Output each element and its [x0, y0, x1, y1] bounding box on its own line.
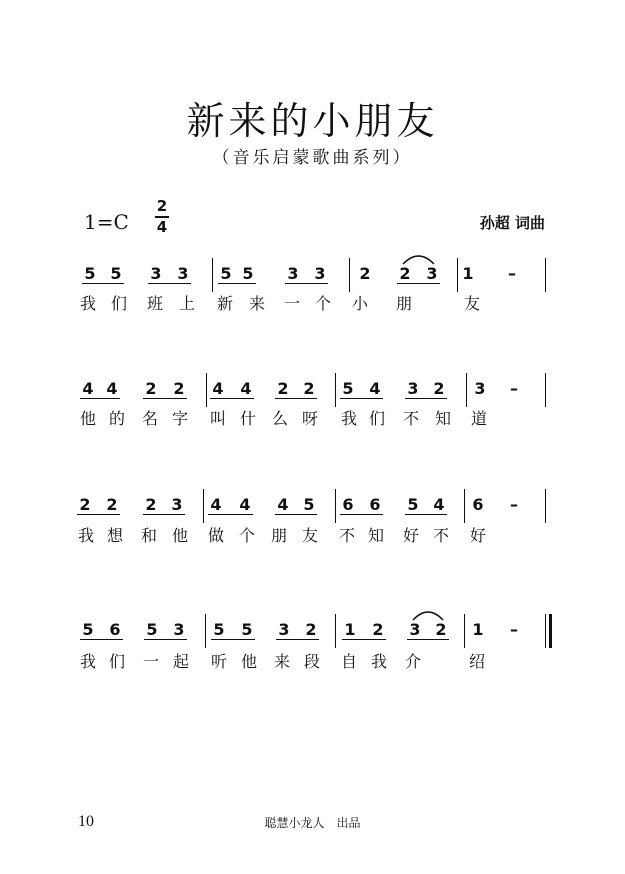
jianpu-note: 1: [462, 264, 474, 283]
eighth-note-underline: [208, 514, 253, 515]
publisher-credit: 聪慧小龙人 出品: [264, 816, 361, 830]
jianpu-note: 2: [305, 620, 317, 639]
jianpu-note: 4: [212, 379, 224, 398]
lyric-char: 班: [146, 294, 163, 313]
jianpu-note: 2: [435, 620, 447, 639]
lyric-char: 好: [469, 526, 486, 545]
eighth-note-underline: [143, 398, 187, 399]
jianpu-note: 4: [82, 379, 94, 398]
jianpu-note: 5: [242, 264, 254, 283]
jianpu-note: 5: [241, 620, 253, 639]
lyric-char: 友: [301, 526, 318, 545]
jianpu-note: –: [508, 264, 516, 283]
time-signature-bottom: 4: [156, 218, 168, 236]
jianpu-note: 3: [278, 620, 290, 639]
jianpu-note: 2: [303, 379, 315, 398]
barline: [335, 489, 336, 523]
lyric-char: 做: [207, 526, 224, 545]
key-signature: 1=C: [84, 210, 129, 234]
lyric-char: 我: [340, 409, 357, 428]
lyric-char: 不: [432, 526, 449, 545]
lyric-char: 们: [368, 409, 385, 428]
jianpu-note: 5: [407, 495, 419, 514]
barline: [545, 373, 546, 407]
jianpu-note: 2: [372, 620, 384, 639]
jianpu-note: 4: [277, 495, 289, 514]
jianpu-note: –: [510, 620, 518, 639]
jianpu-note: 5: [82, 620, 94, 639]
eighth-note-underline: [405, 398, 447, 399]
page-number: 10: [78, 813, 94, 830]
eighth-note-underline: [82, 283, 124, 284]
jianpu-note: 5: [84, 264, 96, 283]
lyric-char: 什: [239, 409, 256, 428]
eighth-note-underline: [340, 514, 383, 515]
lyric-char: 他: [79, 409, 96, 428]
jianpu-note: 3: [426, 264, 438, 283]
jianpu-note: 4: [240, 379, 252, 398]
barline: [457, 258, 458, 292]
lyric-char: 绍: [468, 652, 485, 671]
jianpu-note: 2: [79, 495, 91, 514]
barline: [464, 489, 465, 523]
jianpu-note: 2: [399, 264, 411, 283]
eighth-note-underline: [211, 639, 255, 640]
final-barline: [545, 614, 546, 648]
tie-slur: [410, 608, 446, 622]
eighth-note-underline: [218, 283, 256, 284]
lyric-char: 起: [172, 652, 189, 671]
lyric-char: 和: [140, 526, 157, 545]
barline: [545, 258, 546, 292]
final-barline-thick: [549, 614, 552, 648]
eighth-note-underline: [340, 398, 383, 399]
lyric-char: 介: [404, 652, 421, 671]
barline: [349, 258, 350, 292]
eighth-note-underline: [143, 514, 185, 515]
barline: [206, 373, 207, 407]
lyric-char: 我: [79, 294, 96, 313]
jianpu-note: 1: [344, 620, 356, 639]
eighth-note-underline: [276, 639, 319, 640]
jianpu-note: 6: [109, 620, 121, 639]
jianpu-note: 4: [433, 495, 445, 514]
lyric-char: 一: [142, 652, 159, 671]
jianpu-note: 5: [303, 495, 315, 514]
lyric-char: 个: [314, 294, 331, 313]
lyric-char: 新: [216, 294, 233, 313]
eighth-note-underline: [275, 514, 317, 515]
eighth-note-underline: [407, 639, 449, 640]
jianpu-note: 5: [110, 264, 122, 283]
jianpu-note: 4: [106, 379, 118, 398]
lyric-char: 段: [303, 652, 320, 671]
lyric-char: 个: [238, 526, 255, 545]
time-signature-top: 2: [156, 197, 168, 215]
jianpu-note: 3: [287, 264, 299, 283]
jianpu-note: 3: [407, 379, 419, 398]
lyric-char: 听: [210, 652, 227, 671]
jianpu-note: 3: [150, 264, 162, 283]
jianpu-note: 3: [171, 495, 183, 514]
lyric-char: 自: [340, 652, 357, 671]
barline: [335, 614, 336, 648]
jianpu-note: 2: [173, 379, 185, 398]
barline: [212, 258, 213, 292]
jianpu-note: 3: [173, 620, 185, 639]
lyric-char: 来: [248, 294, 265, 313]
barline: [466, 373, 467, 407]
jianpu-note: 2: [145, 495, 157, 514]
lyric-char: 叫: [209, 409, 226, 428]
eighth-note-underline: [210, 398, 254, 399]
barline: [335, 373, 336, 407]
jianpu-note: 5: [213, 620, 225, 639]
jianpu-note: 2: [106, 495, 118, 514]
lyric-char: 想: [106, 526, 123, 545]
barline: [205, 614, 206, 648]
lyric-char: 友: [463, 294, 480, 313]
lyric-char: 们: [110, 294, 127, 313]
lyric-char: 的: [108, 409, 125, 428]
author-credit: 孙超 词曲: [479, 214, 545, 232]
eighth-note-underline: [397, 283, 440, 284]
jianpu-note: 6: [472, 495, 484, 514]
lyric-char: 我: [79, 652, 96, 671]
lyric-char: 好: [402, 526, 419, 545]
jianpu-note: 4: [369, 379, 381, 398]
jianpu-note: 1: [472, 620, 484, 639]
eighth-note-underline: [275, 398, 317, 399]
song-title: 新来的小朋友: [186, 99, 439, 143]
eighth-note-underline: [77, 514, 120, 515]
lyric-char: 呀: [301, 409, 318, 428]
jianpu-note: 5: [220, 264, 232, 283]
lyric-char: 知: [367, 526, 384, 545]
jianpu-note: 3: [314, 264, 326, 283]
barline: [464, 614, 465, 648]
jianpu-note: 6: [342, 495, 354, 514]
jianpu-note: 3: [177, 264, 189, 283]
lyric-char: 么: [271, 409, 288, 428]
jianpu-note: 3: [409, 620, 421, 639]
barline: [203, 489, 204, 523]
lyric-char: 小: [351, 294, 368, 313]
lyric-char: 知: [434, 409, 451, 428]
jianpu-note: 5: [342, 379, 354, 398]
lyric-char: 来: [273, 652, 290, 671]
lyric-char: 上: [178, 294, 195, 313]
lyric-char: 一: [283, 294, 300, 313]
jianpu-note: 2: [145, 379, 157, 398]
lyric-char: 我: [77, 526, 94, 545]
eighth-note-underline: [80, 639, 123, 640]
jianpu-note: 4: [239, 495, 251, 514]
jianpu-note: –: [510, 379, 518, 398]
time-signature: [155, 199, 169, 235]
eighth-note-underline: [342, 639, 386, 640]
jianpu-note: 5: [146, 620, 158, 639]
lyric-char: 朋: [270, 526, 287, 545]
eighth-note-underline: [148, 283, 191, 284]
lyric-char: 字: [171, 409, 188, 428]
eighth-note-underline: [80, 398, 120, 399]
eighth-note-underline: [285, 283, 328, 284]
jianpu-note: 2: [277, 379, 289, 398]
song-subtitle: （音乐启蒙歌曲系列）: [212, 148, 413, 168]
eighth-note-underline: [405, 514, 447, 515]
tie-slur: [400, 252, 437, 266]
lyric-char: 道: [470, 409, 487, 428]
jianpu-note: 4: [210, 495, 222, 514]
lyric-char: 我: [370, 652, 387, 671]
lyric-char: 不: [338, 526, 355, 545]
jianpu-note: –: [510, 495, 518, 514]
lyric-char: 名: [141, 409, 158, 428]
jianpu-note: 2: [433, 379, 445, 398]
jianpu-note: 2: [359, 264, 371, 283]
barline: [545, 489, 546, 523]
lyric-char: 朋: [395, 294, 412, 313]
lyric-char: 们: [108, 652, 125, 671]
lyric-char: 不: [402, 409, 419, 428]
lyric-char: 他: [171, 526, 188, 545]
eighth-note-underline: [144, 639, 187, 640]
jianpu-note: 3: [474, 379, 486, 398]
jianpu-note: 6: [369, 495, 381, 514]
lyric-char: 他: [240, 652, 257, 671]
